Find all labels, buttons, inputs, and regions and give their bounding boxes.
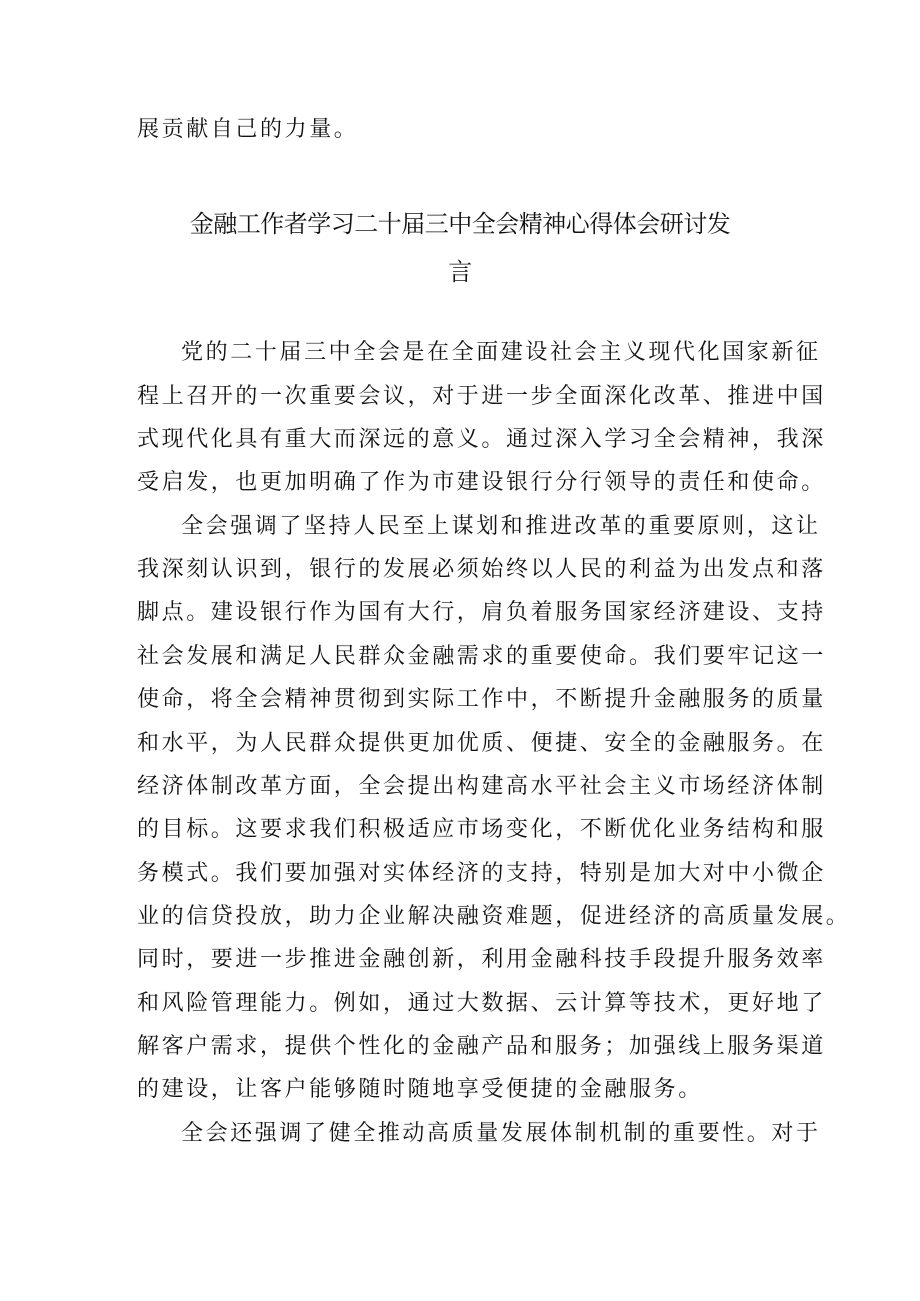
body-text-line: 业的信贷投放，助力企业解决融资难题，促进经济的高质量发展。 — [137, 904, 851, 929]
carryover-text-line: 展贡献自己的力量。 — [137, 117, 359, 142]
body-text-line: 我深刻认识到，银行的发展必须始终以人民的利益为出发点和落 — [137, 557, 826, 582]
body-text-line: 和风险管理能力。例如，通过大数据、云计算等技术，更好地了 — [137, 991, 826, 1016]
body-text-line: 全会还强调了健全推动高质量发展体制机制的重要性。对于 — [181, 1121, 821, 1146]
document-title-line-2: 言 — [448, 258, 472, 286]
body-text-line: 和水平，为人民群众提供更加优质、便捷、安全的金融服务。在 — [137, 731, 826, 756]
body-text-line: 受启发，也更加明确了作为市建设银行分行领导的责任和使命。 — [137, 470, 826, 495]
body-text-line: 脚点。建设银行作为国有大行，肩负着服务国家经济建设、支持 — [137, 600, 826, 625]
body-text-line: 使命，将全会精神贯彻到实际工作中，不断提升金融服务的质量 — [137, 687, 826, 712]
body-text-line: 程上召开的一次重要会议，对于进一步全面深化改革、推进中国 — [137, 384, 826, 409]
body-text-line: 社会发展和满足人民群众金融需求的重要使命。我们要牢记这一 — [137, 644, 826, 669]
body-text-line: 式现代化具有重大而深远的意义。通过深入学习全会精神，我深 — [137, 427, 826, 452]
body-text-line: 解客户需求，提供个性化的金融产品和服务；加强线上服务渠道 — [137, 1034, 826, 1059]
body-text-line: 的目标。这要求我们积极适应市场变化，不断优化业务结构和服 — [137, 817, 826, 842]
body-text-line: 同时，要进一步推进金融创新，利用金融科技手段提升服务效率 — [137, 947, 826, 972]
body-text-line: 的建设，让客户能够随时随地享受便捷的金融服务。 — [137, 1077, 703, 1102]
body-text-line: 全会强调了坚持人民至上谋划和推进改革的重要原则，这让 — [181, 514, 821, 539]
body-text-line: 党的二十届三中全会是在全面建设社会主义现代化国家新征 — [181, 340, 821, 365]
document-title-line-1: 金融工作者学习二十届三中全会精神心得体会研讨发 — [189, 210, 731, 238]
body-text-line: 经济体制改革方面，全会提出构建高水平社会主义市场经济体制 — [137, 774, 826, 799]
body-text-line: 务模式。我们要加强对实体经济的支持，特别是加大对中小微企 — [137, 861, 826, 886]
